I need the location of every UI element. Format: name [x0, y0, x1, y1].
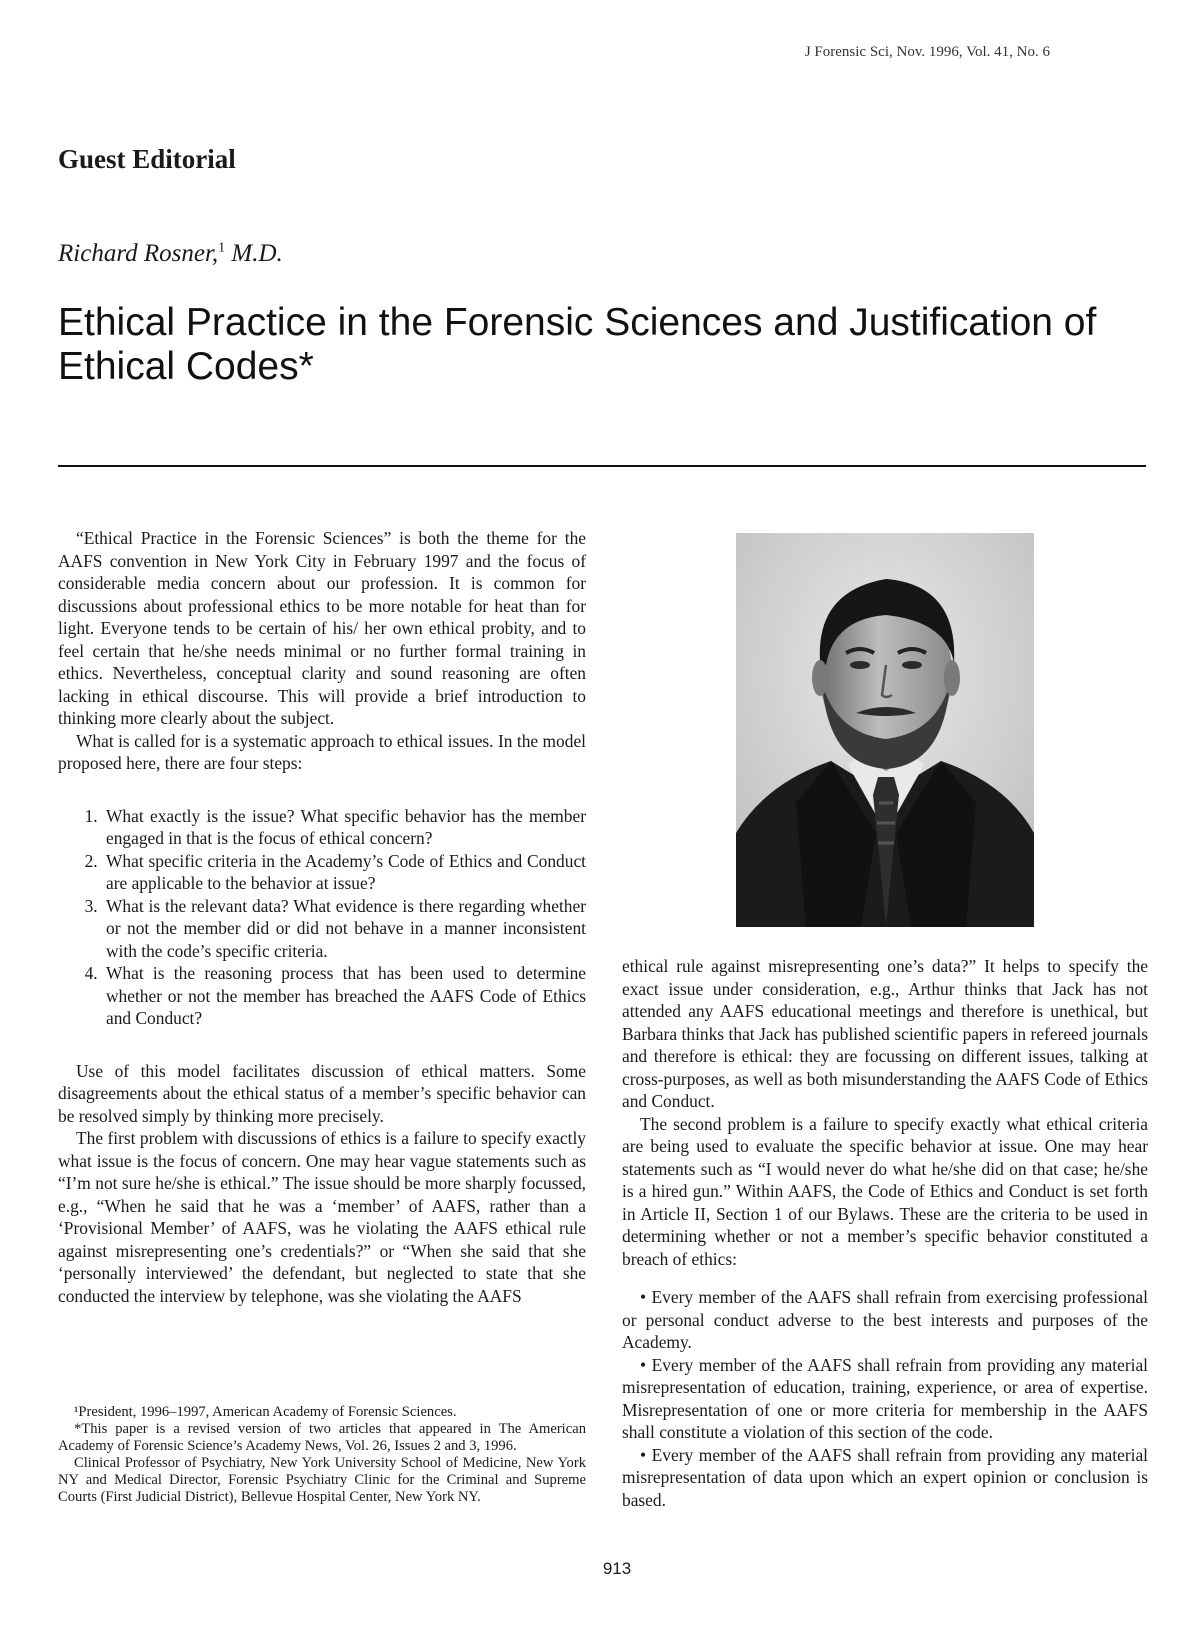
left-column: [58, 527, 586, 1307]
continued-paragraph: ethical rule against misrepresenting one’s data?” It helps to specify the exact issue under consideration, e.g., Arthur thinks that Jack has not attended any AAFS educational meetings and therefore is unethical, but Barbara thinks that Jack has published scientific papers in refereed journals and therefore is ethical: they are focussing on different issues, talking at cross-purposes, as well as both misunderstanding the AAFS Code of Ethics and Conduct.: [622, 956, 1148, 1111]
page-number: 913: [602, 1559, 632, 1578]
author-footnote-mark: 1: [218, 240, 226, 256]
list-item: • Every member of the AAFS shall refrain from providing any material misrepresentation of data upon which an expert opinion or conclusion is based.: [622, 1444, 1148, 1510]
author-portrait-graphic: [736, 533, 1034, 927]
title-divider: [58, 465, 1146, 467]
article-title: Ethical Practice in the Forensic Sciences and Justification of Ethical Codes*: [58, 301, 1097, 388]
section-label: Guest Editorial: [58, 144, 236, 174]
list-item: 3. What is the relevant data? What evidence is there regarding whether or not the member did or did not behave in a manner inconsistent with the code’s specific criteria.: [102, 895, 586, 963]
spacer: [622, 1270, 1148, 1286]
second-problem-paragraph: The second problem is a failure to specify exactly what ethical criteria are being used to evaluate the specific behavior at issue. One may hear statements such as “I would never do what he/she did on that case; he/she is a hired gun.” Within AAFS, the Code of Ethics and Conduct is set forth in Article II, Section 1 of our Bylaws. These are the criteria to be used in determining whether or not a member’s specific behavior constituted a breach of ethics:: [622, 1113, 1148, 1269]
footnote-revision: *This paper is a revised version of two articles that appeared in The American Academy of Forensic Science’s Academy News, Vol. 26, Issues 2 and 3, 1996.: [58, 1421, 586, 1454]
first-problem-paragraph: The first problem with discussions of ethics is a failure to specify exactly what issue is the focus of concern. One may hear vague statements such as “I’m not sure he/she is ethical.” The issue should be more sharply focussed, e.g., “When he said that he was a ‘member’ of AAFS, rather than a ‘Provisional Member’ of AAFS, was he violating the AAFS ethical rule against misrepresenting one’s credentials?” or “When she said that she ‘personally interviewed’ the defendant, but neglected to state that she conducted the interview by telephone, was she violating the AAFS: [58, 1128, 586, 1306]
author-degree: M.D.: [231, 240, 283, 267]
intro-paragraph: “Ethical Practice in the Forensic Sciences” is both the theme for the AAFS convention in New York City in February 1997 and the focus of considerable media concern about our profession. It is common for discussions about professional ethics to be more notable for heat than for light. Everyone tends to be certain of his/ her own ethical probity, and to feel certain that he/she needs minimal or no further formal training in ethics. Nevertheless, conceptual clarity and sound reasoning are often lacking in ethical discourse. This will provide a brief introduction to thinking more clearly about the subject.: [58, 528, 586, 728]
list-item: 2. What specific criteria in the Academy’s Code of Ethics and Conduct are applicable to the behavior at issue?: [102, 850, 586, 895]
author-name: Richard Rosner,: [58, 240, 219, 267]
author-portrait: [736, 533, 1034, 927]
right-column: [622, 955, 1148, 1511]
list-item: 4. What is the reasoning process that has been used to determine whether or not the member has breached the AAFS Code of Ethics and Conduct?: [102, 962, 586, 1030]
footnotes: [58, 1404, 586, 1506]
list-item: • Every member of the AAFS shall refrain from exercising professional or personal conduct adverse to the best interests and purposes of the Academy.: [622, 1287, 1148, 1352]
list-item: 1. What exactly is the issue? What specific behavior has the member engaged in that is the focus of ethical concern?: [102, 805, 586, 850]
author-line: [58, 240, 283, 268]
model-paragraph: What is called for is a systematic approach to ethical issues. In the model proposed here, there are four steps:: [58, 730, 586, 773]
model-use-paragraph: Use of this model facilitates discussion of ethical matters. Some disagreements about the ethical status of a member’s specific behavior can be resolved simply by thinking more precisely.: [58, 1060, 586, 1126]
code-criteria-list: [622, 1286, 1148, 1511]
footnote-affiliation: Clinical Professor of Psychiatry, New York University School of Medicine, New York NY and Medical Director, Forensic Psychiatry Clinic for the Criminal and Supreme Courts (First Judicial District), Bellevue Hospital Center, New York NY.: [58, 1455, 586, 1505]
footnote-president: ¹President, 1996–1997, American Academy of Forensic Sciences.: [74, 1404, 457, 1420]
list-item: • Every member of the AAFS shall refrain from providing any material misrepresentation of education, training, experience, or area of expertise. Misrepresentation of one or more criteria for membership in the AAFS shall constitute a violation of this section of the code.: [622, 1354, 1148, 1442]
running-head: J Forensic Sci, Nov. 1996, Vol. 41, No. 6: [804, 44, 1050, 60]
four-steps-list: [58, 805, 586, 1030]
